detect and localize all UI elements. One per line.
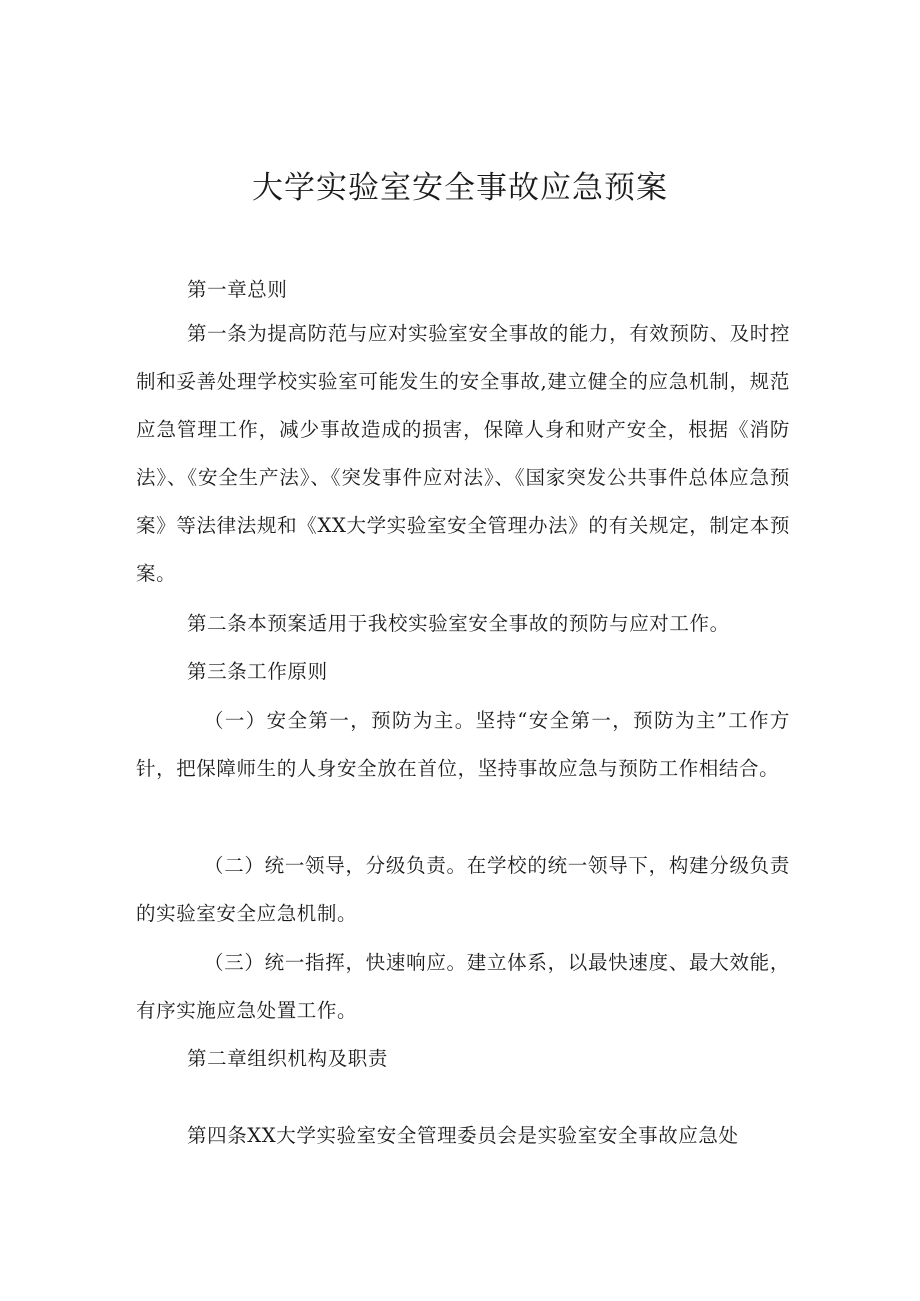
chapter-heading-2: 第二章组织机构及职责	[187, 1047, 389, 1070]
article-1-paragraph: 第一条为提高防范与应对实验室安全事故的能力，有效预防、及时控制和妥善处理学校实验室可能发生的安全事故,建立健全的应急机制，规范应急管理工作，减少事故造成的损害，保障人身和财产安全，根据《消防法》、《安全生产法》、《突发事件应对法》、《国家突发公共事件总体应急预案》等法律法规和《XX大学实验室安全管理办法》的有关规定，制定本预案。	[136, 322, 791, 585]
document-title: 大学实验室安全事故应急预案	[252, 170, 668, 206]
article-4-paragraph: 第四条XX大学实验室安全管理委员会是实验室安全事故应急处	[187, 1124, 739, 1147]
principle-3-paragraph: （三）统一指挥，快速响应。建立体系，以最快速度、最大效能，有序实施应急处置工作。	[136, 951, 790, 1022]
chapter-heading-1: 第一章总则	[187, 278, 288, 301]
principle-2-paragraph: （二）统一领导，分级负责。在学校的统一领导下，构建分级负责的实验室安全应急机制。	[136, 854, 790, 925]
article-3-heading: 第三条工作原则	[187, 660, 328, 683]
principle-1-paragraph: （一）安全第一，预防为主。坚持“安全第一，预防为主”工作方针，把保障师生的人身安全放在首位，坚持事故应急与预防工作相结合。	[136, 709, 790, 780]
article-2-paragraph: 第二条本预案适用于我校实验室安全事故的预防与应对工作。	[187, 612, 730, 635]
